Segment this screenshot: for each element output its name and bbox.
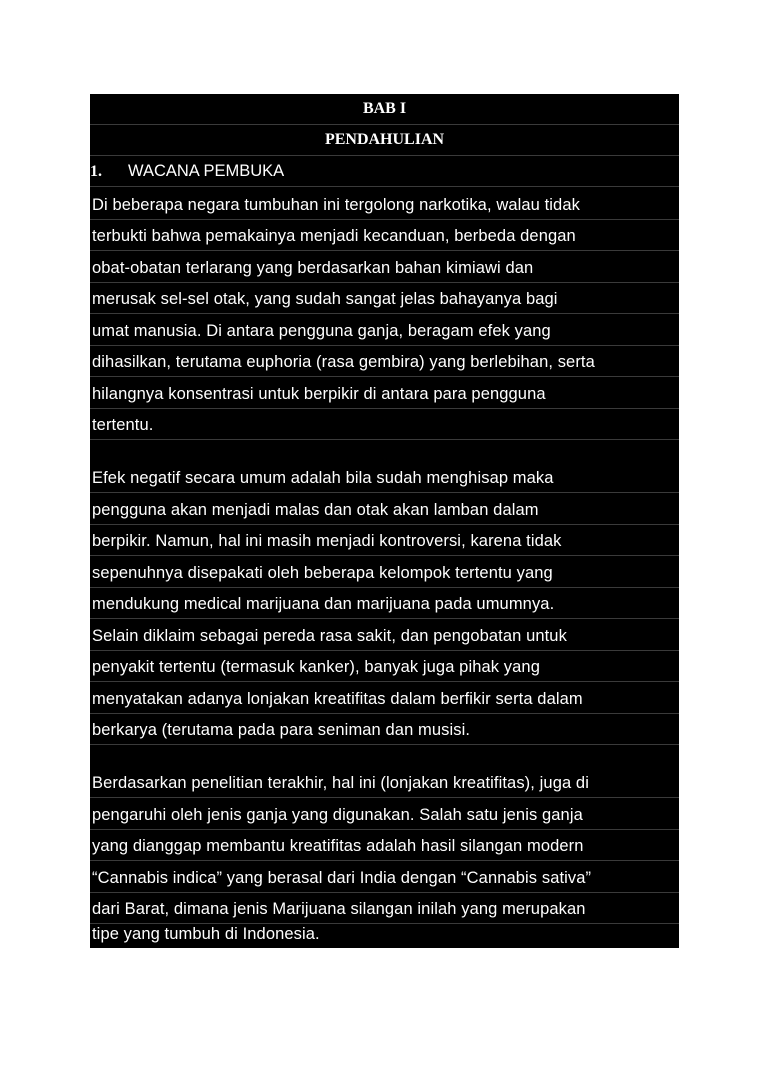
chapter-title: PENDAHULIAN — [90, 125, 679, 156]
text-block — [90, 94, 679, 948]
paragraph-1-line: terbukti bahwa pemakainya menjadi kecanduan, berbeda dengan — [90, 221, 679, 251]
paragraph-1-line: hilangnya konsentrasi untuk berpikir di antara para pengguna — [90, 379, 679, 409]
paragraph-3-line: dari Barat, dimana jenis Marijuana silangan inilah yang merupakan — [90, 894, 679, 924]
paragraph-1-line: merusak sel-sel otak, yang sudah sangat jelas bahayanya bagi — [90, 284, 679, 314]
paragraph-2-line: berkarya (terutama pada para seniman dan musisi. — [90, 715, 679, 745]
paragraph-3-line: tipe yang tumbuh di Indonesia. — [92, 925, 320, 943]
paragraph-1-line: dihasilkan, terutama euphoria (rasa gembira) yang berlebihan, serta — [90, 347, 679, 377]
paragraph-2-line: mendukung medical marijuana dan marijuana pada umumnya. — [90, 589, 679, 619]
paragraph-1-line: Di beberapa negara tumbuhan ini tergolong narkotika, walau tidak — [90, 190, 679, 220]
paragraph-2-line: berpikir. Namun, hal ini masih menjadi kontroversi, karena tidak — [90, 526, 679, 556]
paragraph-1-line: tertentu. — [90, 410, 679, 440]
paragraph-3-line: yang dianggap membantu kreatifitas adalah hasil silangan modern — [90, 831, 679, 861]
paragraph-2-line: menyatakan adanya lonjakan kreatifitas dalam berfikir serta dalam — [90, 684, 679, 714]
paragraph-3-line: Berdasarkan penelitian terakhir, hal ini (lonjakan kreatifitas), juga di — [90, 768, 679, 798]
chapter-heading: BAB I — [90, 94, 679, 125]
paragraph-2-line: Selain diklaim sebagai pereda rasa sakit, dan pengobatan untuk — [90, 621, 679, 651]
paragraph-1-line: obat-obatan terlarang yang berdasarkan bahan kimiawi dan — [90, 253, 679, 283]
section-heading — [90, 156, 679, 187]
paragraph-2-line: pengguna akan menjadi malas dan otak akan lamban dalam — [90, 495, 679, 525]
paragraph-3-line: “Cannabis indica” yang berasal dari India dengan “Cannabis sativa” — [90, 863, 679, 893]
paragraph-1-line: umat manusia. Di antara pengguna ganja, beragam efek yang — [90, 316, 679, 346]
paragraph-3-line: pengaruhi oleh jenis ganja yang digunakan. Salah satu jenis ganja — [90, 800, 679, 830]
section-title: WACANA PEMBUKA — [128, 162, 285, 180]
section-number: 1. — [90, 163, 102, 180]
paragraph-2-line: penyakit tertentu (termasuk kanker), banyak juga pihak yang — [90, 652, 679, 682]
paragraph-2-line: sepenuhnya disepakati oleh beberapa kelompok tertentu yang — [90, 558, 679, 588]
paragraph-2-line: Efek negatif secara umum adalah bila sudah menghisap maka — [90, 463, 679, 493]
